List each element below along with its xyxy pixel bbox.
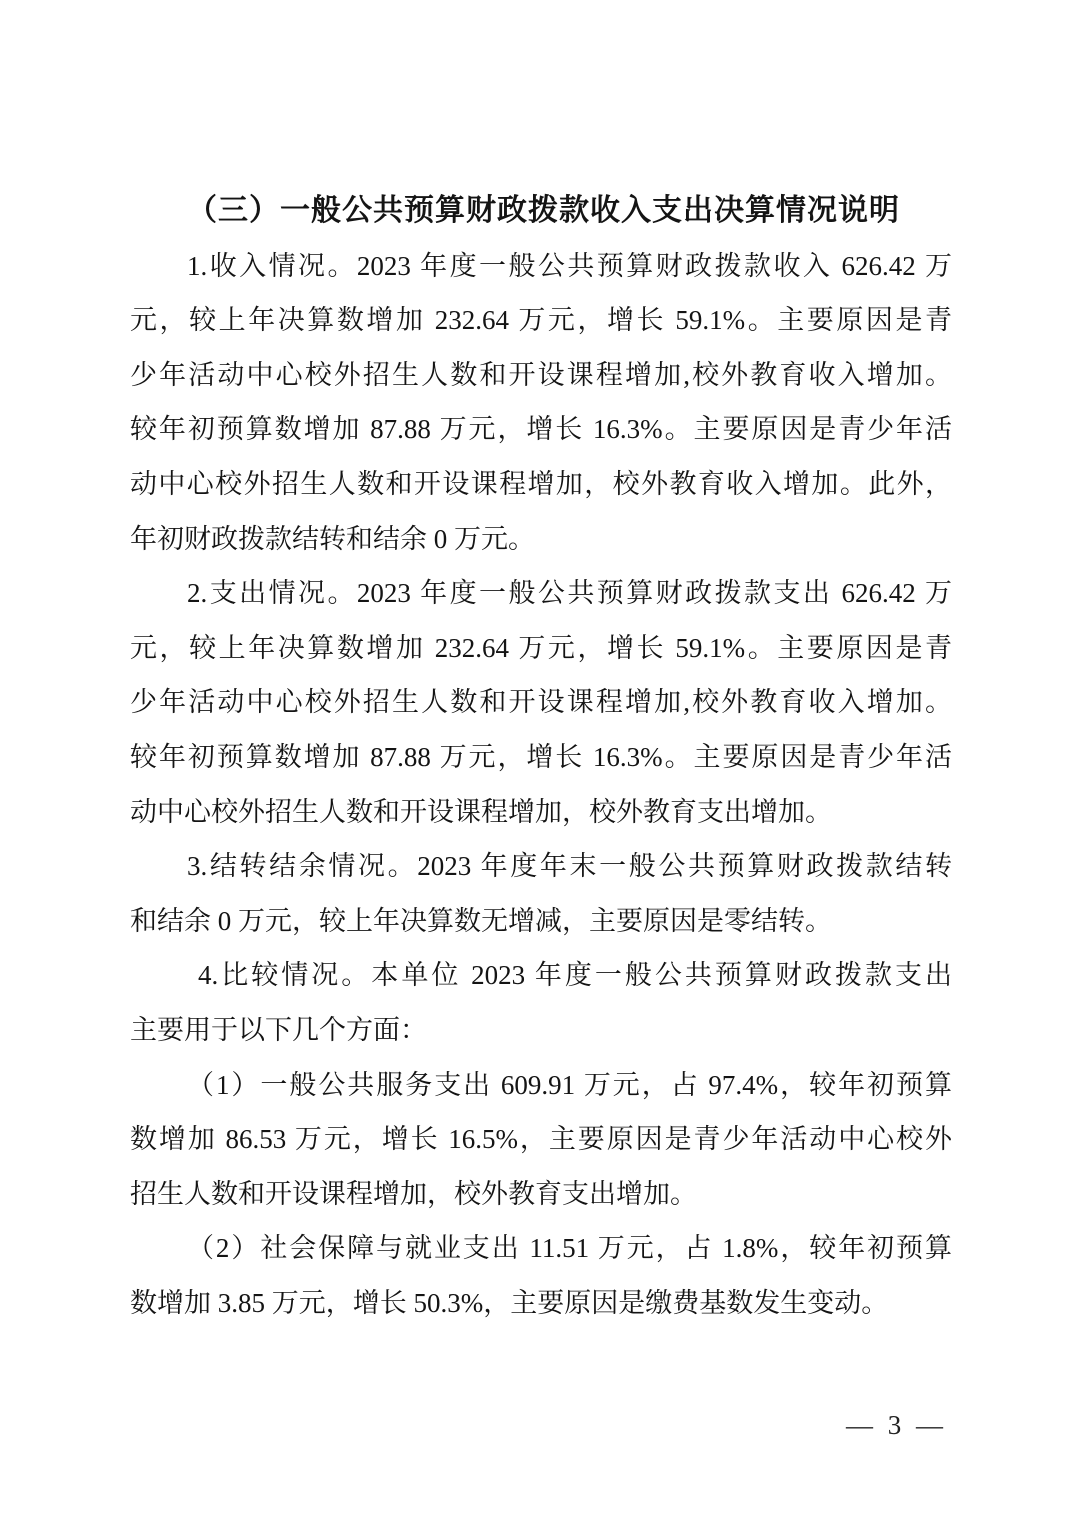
paragraph-line: 4.比较情况。本单位 2023 年度一般公共预算财政拨款支出 — [198, 960, 952, 991]
paragraph-line: 和结余 0 万元，较上年决算数无增减，主要原因是零结转。 — [130, 905, 832, 936]
paragraph-line: 3.结转结余情况。2023 年度年末一般公共预算财政拨款结转 — [187, 851, 952, 882]
page-number: — 3 — — [846, 1410, 947, 1440]
paragraph-line: 数增加 3.85 万元，增长 50.3%，主要原因是缴费基数发生变动。 — [130, 1287, 889, 1318]
section-heading: （三）一般公共预算财政拨款收入支出决算情况说明 — [187, 194, 900, 227]
paragraph-line: 1.收入情况。2023 年度一般公共预算财政拨款收入 626.42 万 — [187, 250, 952, 281]
paragraph-line: 较年初预算数增加 87.88 万元，增长 16.3%。主要原因是青少年活 — [130, 414, 952, 445]
paragraph-line: 年初财政拨款结转和结余 0 万元。 — [130, 523, 535, 554]
paragraph-line: 元，较上年决算数增加 232.64 万元，增长 59.1%。主要原因是青 — [130, 305, 952, 336]
paragraph-line: 元，较上年决算数增加 232.64 万元，增长 59.1%。主要原因是青 — [130, 632, 952, 663]
paragraph-line: 主要用于以下几个方面： — [130, 1014, 427, 1045]
paragraph-line: 招生人数和开设课程增加，校外教育支出增加。 — [130, 1178, 697, 1209]
paragraph-line: 少年活动中心校外招生人数和开设课程增加,校外教育收入增加。 — [130, 359, 952, 390]
paragraph-line: （1）一般公共服务支出 609.91 万元，占 97.4%，较年初预算 — [187, 1069, 952, 1100]
paragraph-line: 少年活动中心校外招生人数和开设课程增加,校外教育收入增加。 — [130, 687, 952, 718]
document-text-block — [130, 184, 952, 1330]
paragraph-line: （2）社会保障与就业支出 11.51 万元，占 1.8%，较年初预算 — [187, 1233, 952, 1264]
paragraph-line: 较年初预算数增加 87.88 万元，增长 16.3%。主要原因是青少年活 — [130, 741, 952, 772]
paragraph-line: 数增加 86.53 万元，增长 16.5%，主要原因是青少年活动中心校外 — [130, 1124, 952, 1155]
paragraph-line: 2.支出情况。2023 年度一般公共预算财政拨款支出 626.42 万 — [187, 578, 952, 609]
paragraph-line: 动中心校外招生人数和开设课程增加，校外教育收入增加。此外， — [130, 468, 952, 499]
paragraph-line: 动中心校外招生人数和开设课程增加，校外教育支出增加。 — [130, 796, 832, 827]
